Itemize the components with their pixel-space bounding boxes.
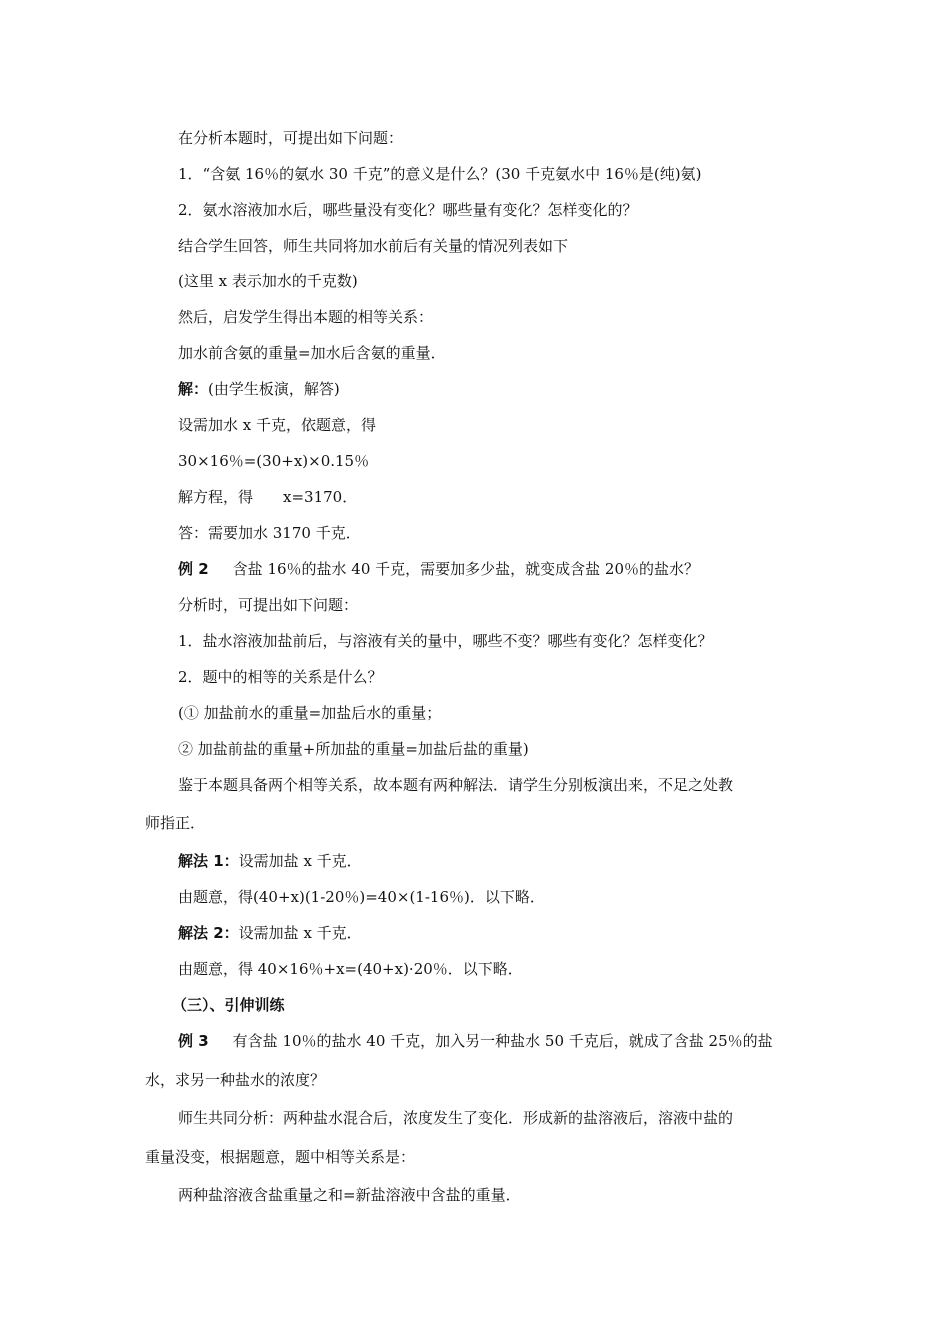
- text-line: 由题意，得(40+x)(1-20％)=40×(1-16％)．以下略．: [178, 888, 545, 906]
- text-span: 有含盐 10％的盐水 40 千克，加入另一种盐水 50 千克后，就成了含盐 25％的盐: [232, 1032, 773, 1050]
- text-span: x=3170．: [283, 488, 358, 506]
- method-label: 解法 2：: [178, 924, 239, 942]
- text-line: 然后，启发学生得出本题的相等关系：: [178, 308, 434, 326]
- text-span: 设需加盐 x 千克．: [238, 852, 362, 870]
- example-label: 例 2: [178, 560, 209, 578]
- text-span: 含盐 16％的盐水 40 千克，需要加多少盐，就变成含盐 20％的盐水？: [232, 560, 700, 578]
- text-line: [178, 923, 362, 943]
- text-line: 师指正．: [145, 814, 206, 832]
- text-line: 由题意，得 40×16％+x=(40+x)·20％．以下略．: [178, 960, 523, 978]
- text-line: 设需加水 x 千克，依题意，得: [178, 416, 376, 434]
- text-line: [178, 851, 362, 871]
- text-line: ② 加盐前盐的重量+所加盐的重量=加盐后盐的重量): [178, 740, 529, 758]
- text-line: 师生共同分析：两种盐水混合后，浓度发生了变化．形成新的盐溶液后，溶液中盐的: [178, 1109, 734, 1127]
- text-line: 答：需要加水 3170 千克．: [178, 524, 361, 542]
- text-line: (① 加盐前水的重量=加盐后水的重量；: [178, 704, 442, 722]
- text-line: 分析时，可提出如下问题：: [178, 596, 359, 614]
- text-line: 两种盐溶液含盐重量之和=新盐溶液中含盐的重量．: [178, 1186, 521, 1204]
- text-line: 30×16％=(30+x)×0.15％: [178, 452, 370, 470]
- text-span: 解方程，得: [178, 488, 254, 506]
- text-line: 2．氨水溶液加水后，哪些量没有变化？哪些量有变化？怎样变化的？: [178, 201, 638, 219]
- text-line: 水，求另一种盐水的浓度？: [145, 1071, 326, 1089]
- text-line: 重量没变，根据题意，题中相等关系是：: [145, 1148, 416, 1166]
- text-line: 在分析本题时，可提出如下问题：: [178, 129, 404, 147]
- text-line: 结合学生回答，师生共同将加水前后有关量的情况列表如下: [178, 237, 569, 255]
- text-line: 2．题中的相等的关系是什么？: [178, 668, 383, 686]
- solution-label: 解：: [178, 380, 209, 398]
- text-span: 设需加盐 x 千克．: [238, 924, 362, 942]
- text-line: 1．盐水溶液加盐前后，与溶液有关的量中，哪些不变？哪些有变化？怎样变化？: [178, 632, 713, 650]
- text-span: (由学生板演，解答): [208, 380, 340, 398]
- text-line: 鉴于本题具备两个相等关系，故本题有两种解法．请学生分别板演出来，不足之处教: [178, 776, 734, 794]
- section-heading: （三）、引伸训练: [172, 996, 285, 1014]
- example-label: 例 3: [178, 1032, 209, 1050]
- text-line: 加水前含氨的重量=加水后含氨的重量．: [178, 344, 446, 362]
- text-line: 1．“含氨 16％的氨水 30 千克”的意义是什么？(30 千克氨水中 16％是(纯)氨): [178, 165, 702, 183]
- text-line: [178, 379, 340, 399]
- text-line: [178, 1031, 773, 1051]
- text-line: [178, 559, 699, 579]
- text-line: (这里 x 表示加水的千克数): [178, 272, 358, 290]
- method-label: 解法 1：: [178, 852, 239, 870]
- text-line: [178, 487, 357, 507]
